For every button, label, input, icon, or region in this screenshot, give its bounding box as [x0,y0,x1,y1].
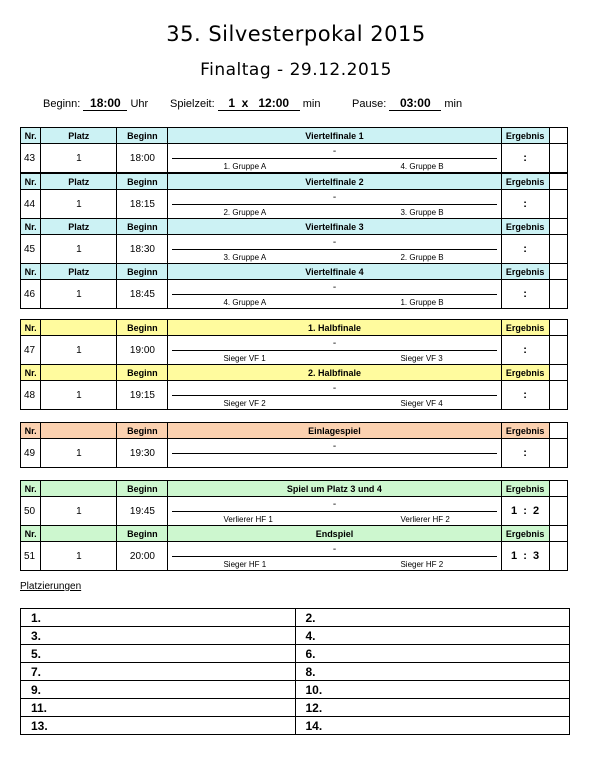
spielzeit-unit: min [302,98,321,110]
match-nr: 47 [21,336,41,364]
match-platz: 1 [41,497,117,525]
match-blank [550,497,567,525]
match-teams [168,542,501,570]
header-nr: Nr. [21,128,41,143]
match-time: 20:00 [117,542,168,570]
header-ergebnis: Ergebnis [502,264,550,279]
header-ergebnis: Ergebnis [502,526,550,541]
match-line [172,395,496,396]
match-result[interactable]: : [502,381,550,409]
match-time: 18:15 [117,190,168,218]
header-match-name: Viertelfinale 3 [168,219,501,234]
pause-label: Pause: [352,98,387,110]
header-blank [550,174,567,189]
header-platz [41,423,117,438]
pause-field [352,97,462,111]
match-nr: 50 [21,497,41,525]
match-teams [168,280,501,308]
placement-row [21,627,570,645]
header-blank [550,264,567,279]
placement-cell[interactable]: 4. [295,627,570,645]
header-beginn: Beginn [117,365,168,380]
match-time: 19:00 [117,336,168,364]
header-platz: Platz [41,128,117,143]
match-time: 18:00 [117,144,168,172]
header-platz [41,481,117,496]
home-team: 1. Gruppe A [223,162,267,171]
match-header [21,264,567,280]
placement-row [21,699,570,717]
header-beginn: Beginn [117,481,168,496]
match-row [21,235,567,263]
header-beginn: Beginn [117,423,168,438]
match-block [20,364,568,410]
header-beginn: Beginn [117,264,168,279]
match-block [20,218,568,264]
match-platz: 1 [41,280,117,308]
placement-cell[interactable]: 2. [295,609,570,627]
placement-row [21,717,570,735]
match-time: 19:45 [117,497,168,525]
header-match-name: Endspiel [168,526,501,541]
match-line [172,158,496,159]
header-nr: Nr. [21,481,41,496]
placement-row [21,609,570,627]
match-line [172,511,496,512]
match-row [21,542,567,570]
match-platz: 1 [41,144,117,172]
home-team: Sieger HF 1 [223,560,267,569]
match-time: 18:30 [117,235,168,263]
placement-table [20,608,570,735]
match-row [21,381,567,409]
match-teams [168,497,501,525]
placement-row [21,681,570,699]
match-separator: - [332,338,337,349]
match-time: 19:30 [117,439,168,467]
match-header [21,481,567,497]
header-match-name: Einlagespiel [168,423,501,438]
match-header [21,526,567,542]
placement-cell[interactable]: 11. [21,699,296,717]
placement-cell[interactable]: 6. [295,645,570,663]
match-teams [168,190,501,218]
match-separator: - [332,544,337,555]
match-platz: 1 [41,336,117,364]
home-team: Verlierer HF 1 [223,515,273,524]
match-header [21,219,567,235]
header-blank [550,365,567,380]
match-separator: - [332,441,337,452]
header-blank [550,128,567,143]
home-team: 2. Gruppe A [223,208,267,217]
spielzeit-field [170,97,321,111]
header-beginn: Beginn [117,526,168,541]
header-ergebnis: Ergebnis [502,423,550,438]
match-blank [550,542,567,570]
away-team: Sieger VF 4 [400,399,443,408]
match-teams [168,336,501,364]
match-row [21,439,567,467]
away-team: Verlierer HF 2 [400,515,450,524]
header-match-name: Viertelfinale 1 [168,128,501,143]
match-separator: - [332,499,337,510]
match-result[interactable]: : [502,144,550,172]
match-platz: 1 [41,542,117,570]
header-platz: Platz [41,264,117,279]
header-match-name: Spiel um Platz 3 und 4 [168,481,501,496]
placement-cell[interactable]: 13. [21,717,296,735]
match-block [20,173,568,219]
header-ergebnis: Ergebnis [502,365,550,380]
placement-cell[interactable]: 1. [21,609,296,627]
home-team: 3. Gruppe A [223,253,267,262]
match-result[interactable]: : [502,336,550,364]
header-ergebnis: Ergebnis [502,481,550,496]
match-line [172,204,496,205]
header-nr: Nr. [21,365,41,380]
page-title: 35. Silvesterpokal 2015 [166,22,426,46]
placement-cell[interactable]: 9. [21,681,296,699]
header-ergebnis: Ergebnis [502,219,550,234]
beginn-unit: Uhr [130,98,149,110]
placement-cell[interactable]: 7. [21,663,296,681]
header-platz: Platz [41,219,117,234]
match-line [172,556,496,557]
match-blank [550,439,567,467]
match-result[interactable]: 1 : 2 [502,497,550,525]
platzierungen-title: Platzierungen [20,581,82,592]
placement-cell[interactable]: 14. [295,717,570,735]
match-separator: - [332,282,337,293]
match-teams [168,381,501,409]
header-platz [41,320,117,335]
match-block [20,480,568,526]
match-nr: 48 [21,381,41,409]
match-result[interactable]: : [502,439,550,467]
match-row [21,497,567,525]
match-nr: 44 [21,190,41,218]
match-nr: 43 [21,144,41,172]
beginn-label: Beginn: [43,98,81,110]
match-block [20,525,568,571]
match-block [20,319,568,365]
header-match-name: 1. Halbfinale [168,320,501,335]
header-beginn: Beginn [117,219,168,234]
match-result[interactable]: 1 : 3 [502,542,550,570]
match-separator: - [332,146,337,157]
header-match-name: 2. Halbfinale [168,365,501,380]
header-beginn: Beginn [117,174,168,189]
match-separator: - [332,383,337,394]
match-teams [168,144,501,172]
match-header [21,365,567,381]
home-team: Sieger VF 1 [223,354,266,363]
header-ergebnis: Ergebnis [502,320,550,335]
match-nr: 45 [21,235,41,263]
match-time: 18:45 [117,280,168,308]
match-nr: 46 [21,280,41,308]
pause-unit: min [444,98,463,110]
placement-cell[interactable]: 12. [295,699,570,717]
away-team: 3. Gruppe B [400,208,444,217]
page-subtitle: Finaltag - 29.12.2015 [200,60,392,80]
match-line [172,249,496,250]
match-block [20,127,568,173]
header-beginn: Beginn [117,128,168,143]
match-row [21,280,567,308]
beginn-value[interactable]: 18:00 [83,97,127,111]
header-platz: Platz [41,174,117,189]
home-team: Sieger VF 2 [223,399,266,408]
header-nr: Nr. [21,174,41,189]
header-match-name: Viertelfinale 4 [168,264,501,279]
match-header [21,423,567,439]
away-team: 4. Gruppe B [400,162,444,171]
match-row [21,190,567,218]
header-match-name: Viertelfinale 2 [168,174,501,189]
match-result[interactable]: : [502,190,550,218]
match-blank [550,280,567,308]
home-team: 4. Gruppe A [223,298,267,307]
header-platz [41,365,117,380]
placement-cell[interactable]: 3. [21,627,296,645]
match-separator: - [332,237,337,248]
match-header [21,174,567,190]
match-result[interactable]: : [502,280,550,308]
placement-row [21,645,570,663]
match-block [20,263,568,309]
match-blank [550,144,567,172]
placement-cell[interactable]: 10. [295,681,570,699]
match-blank [550,336,567,364]
match-block [20,422,568,468]
match-time: 19:15 [117,381,168,409]
header-nr: Nr. [21,264,41,279]
match-result[interactable]: : [502,235,550,263]
match-platz: 1 [41,381,117,409]
match-header [21,320,567,336]
header-blank [550,526,567,541]
match-teams [168,439,501,467]
away-team: 1. Gruppe B [400,298,444,307]
header-blank [550,481,567,496]
spielzeit-label: Spielzeit: [170,98,215,110]
header-nr: Nr. [21,320,41,335]
header-blank [550,219,567,234]
match-line [172,350,496,351]
header-ergebnis: Ergebnis [502,128,550,143]
match-separator: - [332,192,337,203]
spielzeit-value[interactable]: 1 x 12:00 [218,97,300,111]
header-platz [41,526,117,541]
match-header [21,128,567,144]
match-platz: 1 [41,235,117,263]
match-row [21,336,567,364]
away-team: Sieger HF 2 [400,560,444,569]
match-nr: 51 [21,542,41,570]
away-team: Sieger VF 3 [400,354,443,363]
header-blank [550,423,567,438]
match-platz: 1 [41,439,117,467]
beginn-field [43,97,148,111]
pause-value[interactable]: 03:00 [389,97,441,111]
match-blank [550,381,567,409]
header-nr: Nr. [21,219,41,234]
match-blank [550,235,567,263]
away-team: 2. Gruppe B [400,253,444,262]
match-line [172,294,496,295]
match-platz: 1 [41,190,117,218]
header-beginn: Beginn [117,320,168,335]
header-nr: Nr. [21,423,41,438]
match-nr: 49 [21,439,41,467]
placement-cell[interactable]: 8. [295,663,570,681]
header-blank [550,320,567,335]
header-ergebnis: Ergebnis [502,174,550,189]
match-teams [168,235,501,263]
match-blank [550,190,567,218]
header-nr: Nr. [21,526,41,541]
match-row [21,144,567,172]
placement-row [21,663,570,681]
match-line [172,453,496,454]
placement-cell[interactable]: 5. [21,645,296,663]
